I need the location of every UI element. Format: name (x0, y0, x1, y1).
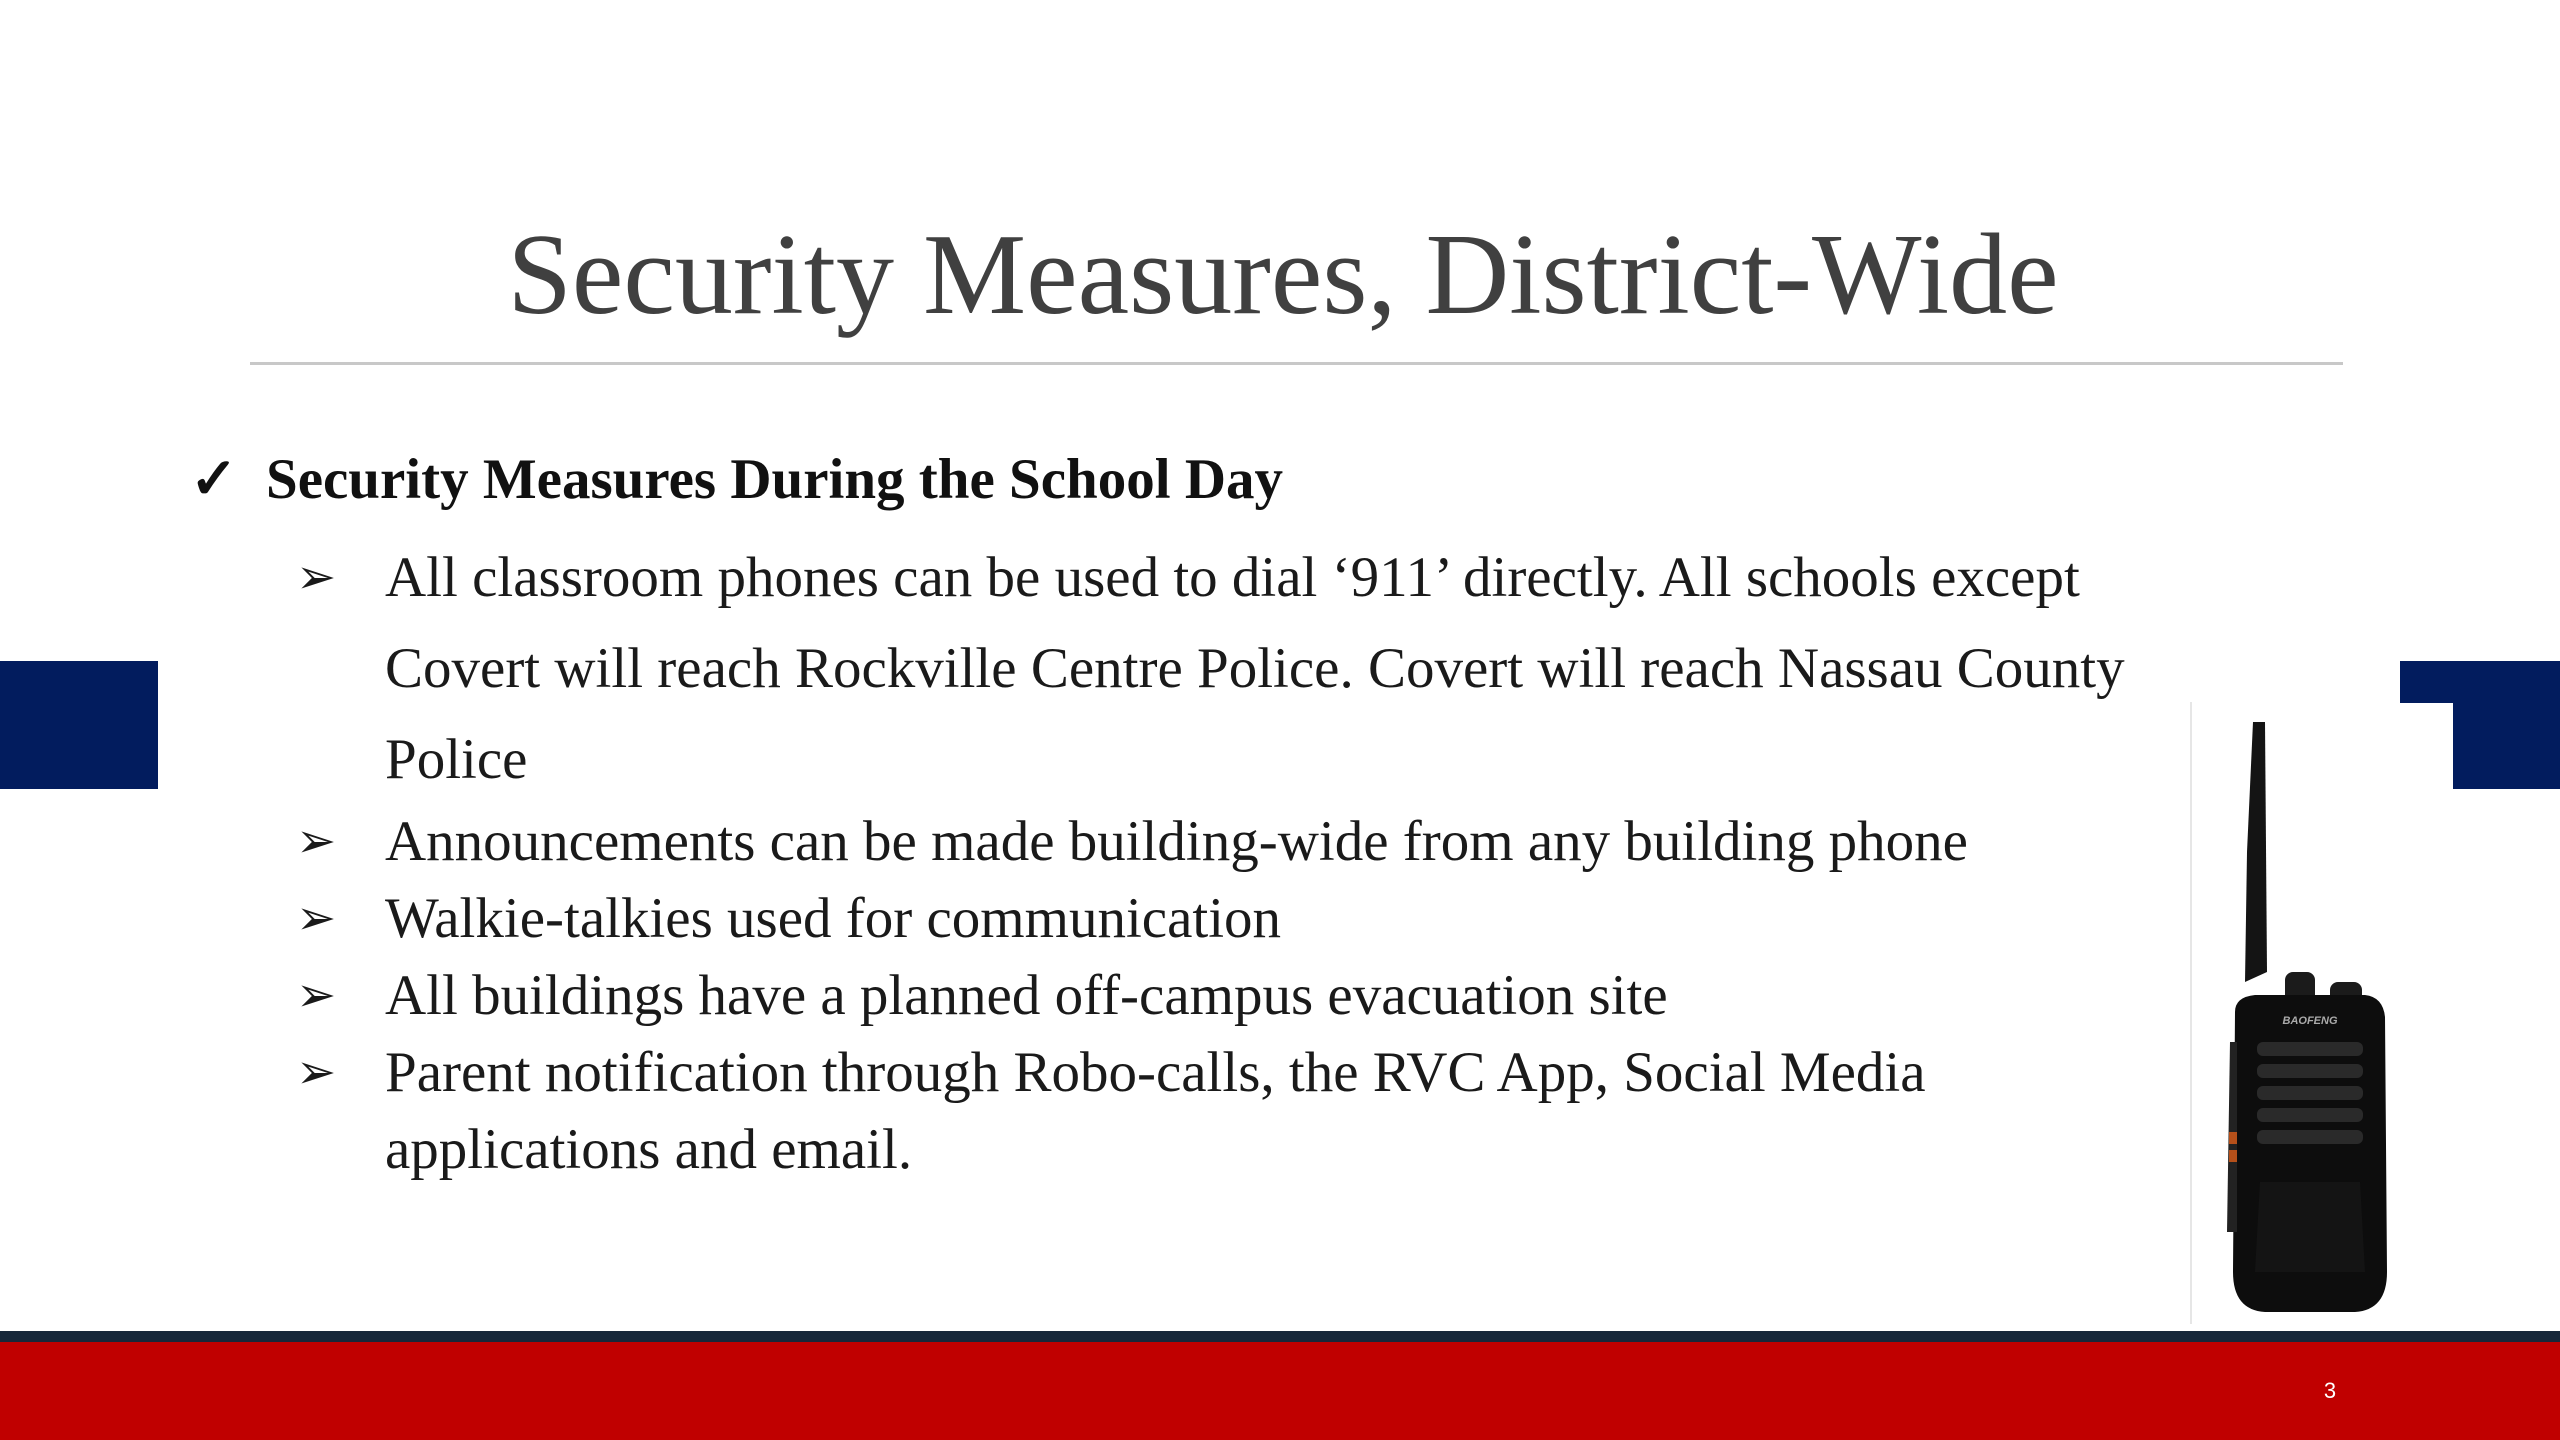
bullet-text: All buildings have a planned off-campus evacuation site (385, 964, 1668, 1027)
bullet-text: Walkie-talkies used for communication (385, 887, 1282, 950)
decorative-block-right-lower (2453, 700, 2560, 789)
footer-bar (0, 1342, 2560, 1440)
walkie-talkie-image (2215, 712, 2405, 1318)
arrow-bullet-icon: ➢ (296, 551, 337, 604)
arrow-bullet-icon: ➢ (296, 969, 337, 1022)
decorative-block-left (0, 661, 158, 789)
page-number: 3 (2323, 1378, 2337, 1403)
bullet-text: Police (385, 728, 528, 791)
decorative-block-right (2400, 661, 2560, 703)
section-heading-text: Security Measures During the School Day (266, 448, 1283, 511)
bullet-text: Parent notification through Robo-calls, the RVC App, Social Media (385, 1041, 1926, 1104)
bullet-text: All classroom phones can be used to dial ‘911’ directly. All schools except (385, 546, 2080, 609)
bullet-text: Covert will reach Rockville Centre Police. Covert will reach Nassau County (385, 637, 2125, 700)
section-heading (190, 442, 1283, 518)
arrow-bullet-icon: ➢ (296, 815, 337, 868)
title-divider (250, 362, 2343, 365)
bullet-text: Announcements can be made building-wide from any building phone (385, 810, 1968, 873)
check-icon: ✓ (190, 448, 238, 511)
arrow-bullet-icon: ➢ (296, 892, 337, 945)
brand-label: BAOFENG (2282, 1015, 2338, 1027)
arrow-bullet-icon: ➢ (296, 1046, 337, 1099)
image-border-line (2190, 702, 2192, 1324)
slide-title: Security Measures, District-Wide (507, 211, 2059, 339)
bullet-text: applications and email. (385, 1118, 913, 1181)
